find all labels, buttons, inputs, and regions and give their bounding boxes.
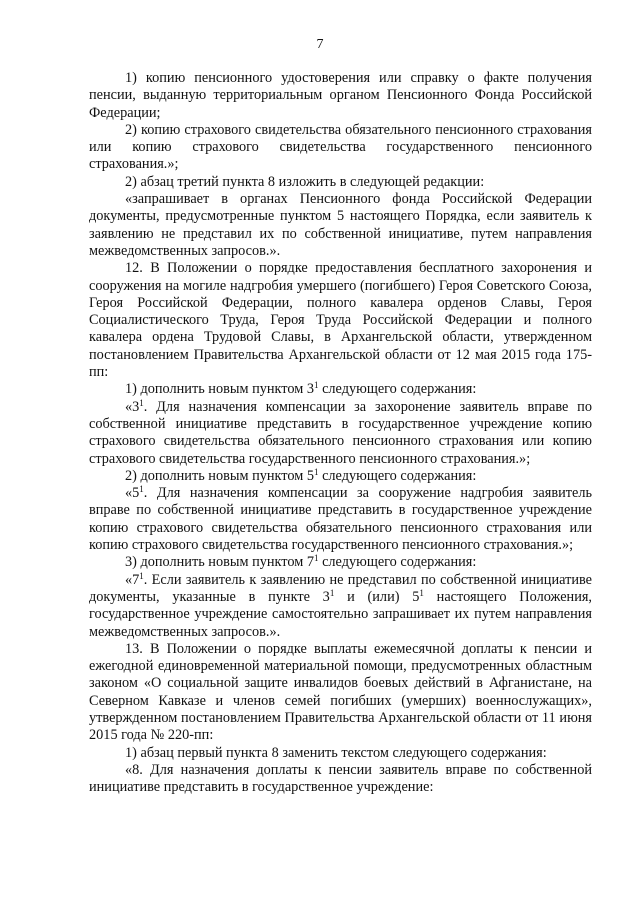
paragraph-section-13: 13. В Положении о порядке выплаты ежемесячной доплаты к пенсии и ежегодной единовременной материальной помощи, предусмотренных областным законом «О социальной защите инвалидов боевых действий в Афганистане, на Северном Кавказе и членов семей погибших (умерших) военнослужащих», утвержденном постановлением Правительства Архангельской области от 11 июня 2015 года № 220-пп: [89,640,592,744]
page-number: 7 [316,37,324,52]
paragraph-amend-point-8: 2) абзац третий пункта 8 изложить в следующей редакции: [125,173,485,190]
paragraph-section-12: 12. В Положении о порядке предоставления бесплатного захоронения и сооружения на могиле надгробия умершего (погибшего) Героя Советского Союза, Героя Российской Федерации, полного кавалера орденов Славы, Героя Социалистического Труда, Героя Труда Российской Федерации и полного кавалера ордена Трудовой Славы, в Архангельской области, утвержденном постановлением Правительства Архангельской области от 12 мая 2015 года 175-пп: [89,260,592,381]
paragraph-add-point-7-1: 3) дополнить новым пунктом $7^1$ следующего содержания: [125,553,477,571]
paragraph-add-point-3-1: 1) дополнить новым пунктом $3^1$ следующего содержания: [125,380,477,398]
paragraph-pension-certificate: 1) копию пенсионного удостоверения или справку о факте получения пенсии, выданную территориальным органом Пенсионного Фонда Российской Федерации; [89,70,592,121]
paragraph-insurance-copy: 2) копию страхового свидетельства обязательного пенсионного страхования или копию страхового свидетельства государственного пенсионного страхования.»; [89,121,592,173]
paragraph-replace-point-8: 1) абзац первый пункта 8 заменить текстом следующего содержания: [125,744,547,761]
paragraph-point-3-1-text: «$3^1$. Для назначения компенсации за захоронение заявитель вправе по собственной инициативе представить в государственное учреждение копию страхового свидетельства обязательного пенсионного страхования или копию страхового свидетельства государственного пенсионного страхования.»; [89,397,592,467]
paragraph-point-7-1-text: «$7^1$. Если заявитель к заявлению не представил по собственной инициативе документы, указанные в пункте $3^1$ и (или) $5^1$ настоящего Положения, государственное учреждение самостоятельно запрашивает их путем направления межведомственных запросов.». [89,570,593,640]
paragraph-add-point-5-1: 2) дополнить новым пунктом $5^1$ следующего содержания: [125,466,477,484]
document-body [89,70,592,796]
paragraph-point-8-text: «8. Для назначения доплаты к пенсии заявитель вправе по собственной инициативе представить в государственное учреждение: [89,761,592,796]
paragraph-point-5-1-text: «$5^1$. Для назначения компенсации за сооружение надгробия заявитель вправе по собственной инициативе представить в государственное учреждение копию страхового свидетельства обязательного пенсионного страхования или копию страхового свидетельства государственного пенсионного страхования.»; [89,484,592,554]
paragraph-requests-pension-fund: «запрашивает в органах Пенсионного фонда Российской Федерации документы, предусмотренные пунктом 5 настоящего Порядка, если заявитель к заявлению не представил их по собственной инициативе, путем направления межведомственных запросов.». [89,191,592,259]
